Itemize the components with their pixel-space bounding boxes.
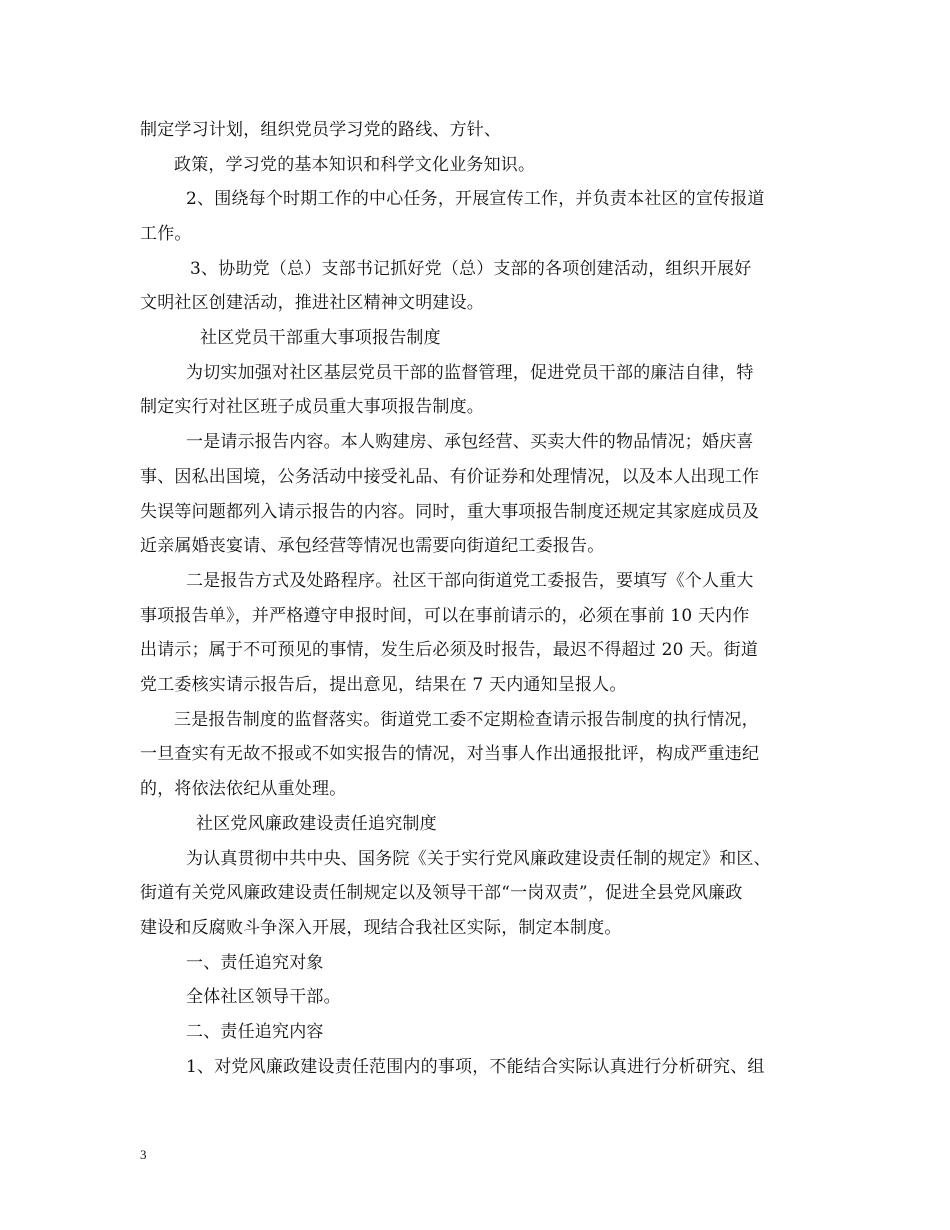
text-line: 3、协助党（总）支部书记抓好党（总）支部的各项创建活动，组织开展好 — [190, 259, 752, 279]
text-line: 为切实加强对社区基层党员干部的监督管理，促进党员干部的廉洁自律，特 — [186, 363, 754, 383]
text-line: 工作。 — [140, 224, 192, 244]
text-line: 2、围绕每个时期工作的中心任务，开展宣传工作，并负责本社区的宣传报道 — [186, 189, 765, 209]
section-heading: 社区党员干部重大事项报告制度 — [200, 328, 441, 348]
text-line: 建设和反腐败斗争深入开展，现结合我社区实际，制定本制度。 — [140, 918, 622, 938]
text-line: 1、对党风廉政建设责任范围内的事项，不能结合实际认真进行分析研究、组 — [186, 1057, 765, 1077]
subsection-heading: 一、责任追究对象 — [186, 953, 324, 973]
text-line: 事、因私出国境，公务活动中接受礼品、有价证券和处理情况，以及本人出现工作 — [140, 467, 760, 487]
text-line: 党工委核实请示报告后，提出意见，结果在 7 天内通知呈报人。 — [140, 675, 627, 695]
text-line: 失误等问题都列入请示报告的内容。同时，重大事项报告制度还规定其家庭成员及 — [140, 502, 760, 522]
text-line: 近亲属婚丧宴请、承包经营等情况也需要向街道纪工委报告。 — [140, 536, 605, 556]
text-line: 三是报告制度的监督落实。街道党工委不定期检查请示报告制度的执行情况， — [174, 710, 759, 730]
text-line: 政策，学习党的基本知识和科学文化业务知识。 — [174, 155, 536, 175]
text-line: 全体社区领导干部。 — [186, 987, 341, 1007]
page-number: 3 — [140, 1147, 147, 1162]
text-line: 街道有关党风廉政建设责任制规定以及领导干部“一岗双责”，促进全县党风廉政 — [140, 883, 743, 903]
subsection-heading: 二、责任追究内容 — [186, 1022, 324, 1042]
text-line: 一是请示报告内容。本人购建房、承包经营、买卖大件的物品情况；婚庆喜 — [186, 432, 754, 452]
text-line: 出请示；属于不可预见的事情，发生后必须及时报告，最迟不得超过 20 天。街道 — [140, 640, 759, 660]
text-line: 文明社区创建活动，推进社区精神文明建设。 — [140, 293, 484, 313]
text-line: 一旦查实有无故不报或不如实报告的情况，对当事人作出通报批评，构成严重违纪 — [140, 744, 760, 764]
text-line: 二是报告方式及处路程序。社区干部向街道党工委报告，要填写《个人重大 — [186, 571, 754, 591]
text-line: 制定实行对社区班子成员重大事项报告制度。 — [140, 397, 484, 417]
text-line: 为认真贯彻中共中央、国务院《关于实行党风廉政建设责任制的规定》和区、 — [186, 849, 771, 869]
section-heading: 社区党风廉政建设责任追究制度 — [196, 814, 437, 834]
text-line: 制定学习计划，组织党员学习党的路线、方针、 — [140, 120, 502, 140]
text-line: 的，将依法依纪从重处理。 — [140, 779, 347, 799]
text-line: 事项报告单》，并严格遵守申报时间，可以在事前请示的，必须在事前 10 天内作 — [140, 606, 750, 626]
